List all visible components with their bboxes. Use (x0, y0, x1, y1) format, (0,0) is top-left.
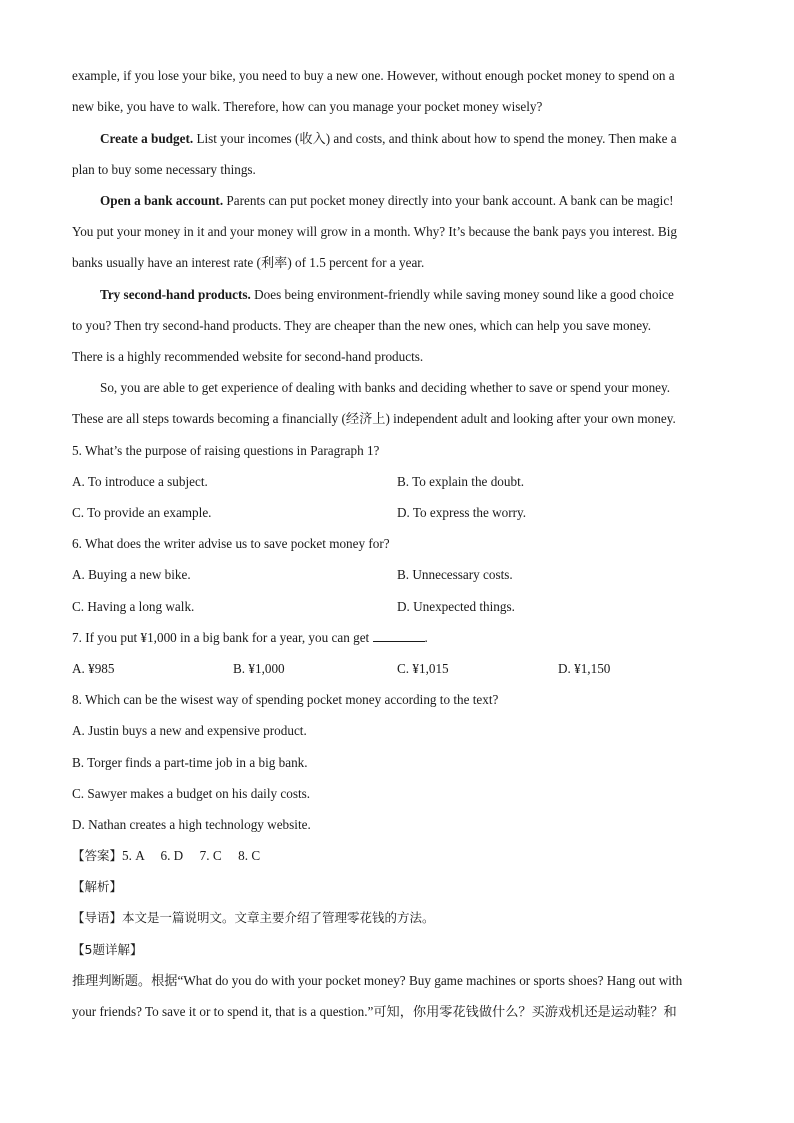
passage-line: You put your money in it and your money will grow in a month. Why? It’s because the bank pays you interest. Big (72, 224, 677, 239)
passage-paragraph-budget (100, 130, 677, 148)
paragraph-heading: Open a bank account. (100, 193, 224, 208)
question-7-option-b: B. ¥1,000 (233, 661, 285, 676)
passage-line: banks usually have an interest rate (利率) of 1.5 percent for a year. (72, 255, 425, 270)
paragraph-heading: Create a budget. (100, 131, 194, 146)
question-6-option-b: B. Unnecessary costs. (397, 567, 513, 582)
question-5-stem: 5. What’s the purpose of raising questions in Paragraph 1? (72, 443, 380, 458)
question-8-option-a: A. Justin buys a new and expensive product. (72, 723, 307, 738)
passage-text: List your incomes (收入) and costs, and think about how to spend the money. Then make a (193, 131, 677, 146)
passage-line: example, if you lose your bike, you need to buy a new one. However, without enough pocket money to spend on a (72, 68, 675, 83)
question-7-option-a: A. ¥985 (72, 661, 115, 676)
question-7-stem: 7. If you put ¥1,000 in a big bank for a year, you can get (72, 630, 370, 645)
passage-text: Parents can put pocket money directly into your bank account. A bank can be magic! (223, 193, 674, 208)
passage-line: plan to buy some necessary things. (72, 162, 256, 177)
question-7-stem-line (72, 629, 428, 647)
guide-text: 本文是一篇说明文。文章主要介绍了管理零花钱的方法。 (122, 910, 435, 925)
passage-paragraph-second-hand (100, 286, 674, 304)
question-8-option-d: D. Nathan creates a high technology website. (72, 817, 311, 832)
paragraph-heading: Try second-hand products. (100, 287, 251, 302)
passage-line: new bike, you have to walk. Therefore, how can you manage your pocket money wisely? (72, 99, 543, 114)
answer-label: 【答案】 (72, 848, 123, 863)
question-5-detail-line: 推理判断题。根据“What do you do with your pocket money? Buy game machines or sports shoes? Hang out with (72, 973, 683, 988)
question-8-option-c: C. Sawyer makes a budget on his daily costs. (72, 786, 311, 801)
passage-paragraph-bank (100, 192, 674, 210)
question-8-option-b: B. Torger finds a part-time job in a big bank. (72, 755, 308, 770)
question-7-option-c: C. ¥1,015 (397, 661, 449, 676)
question-5-option-b: B. To explain the doubt. (397, 474, 525, 489)
question-5-option-a: A. To introduce a subject. (72, 474, 208, 489)
passage-text: Does being environment-friendly while saving money sound like a good choice (250, 287, 674, 302)
question-7-stem-end: . (424, 630, 428, 645)
guide-line (72, 909, 435, 927)
question-5-detail-line: your friends? To save it or to spend it, that is a question.”可知，你用零花钱做什么？买游戏机还是运动鞋？和 (72, 1004, 677, 1019)
question-5-option-d: D. To express the worry. (397, 505, 527, 520)
passage-line: These are all steps towards becoming a financially (经济上) independent adult and looking after your own money. (72, 411, 676, 426)
answer-blank (373, 629, 425, 642)
question-6-stem: 6. What does the writer advise us to save pocket money for? (72, 536, 390, 551)
passage-line: to you? Then try second-hand products. They are cheaper than the new ones, which can help you save money. (72, 318, 652, 333)
question-6-option-c: C. Having a long walk. (72, 599, 195, 614)
analysis-label: 【解析】 (72, 879, 123, 894)
answer-list: 5. A 6. D 7. C 8. C (122, 848, 261, 863)
question-5-option-c: C. To provide an example. (72, 505, 212, 520)
question-5-detail-label: 【5题详解】 (72, 942, 143, 957)
guide-label: 【导语】 (72, 910, 123, 925)
passage-line: So, you are able to get experience of dealing with banks and deciding whether to save or spend your money. (100, 380, 671, 395)
answer-line (72, 847, 260, 865)
question-6-option-a: A. Buying a new bike. (72, 567, 191, 582)
passage-line: There is a highly recommended website for second-hand products. (72, 349, 424, 364)
question-8-stem: 8. Which can be the wisest way of spending pocket money according to the text? (72, 692, 499, 707)
question-6-option-d: D. Unexpected things. (397, 599, 515, 614)
question-7-option-d: D. ¥1,150 (558, 661, 611, 676)
